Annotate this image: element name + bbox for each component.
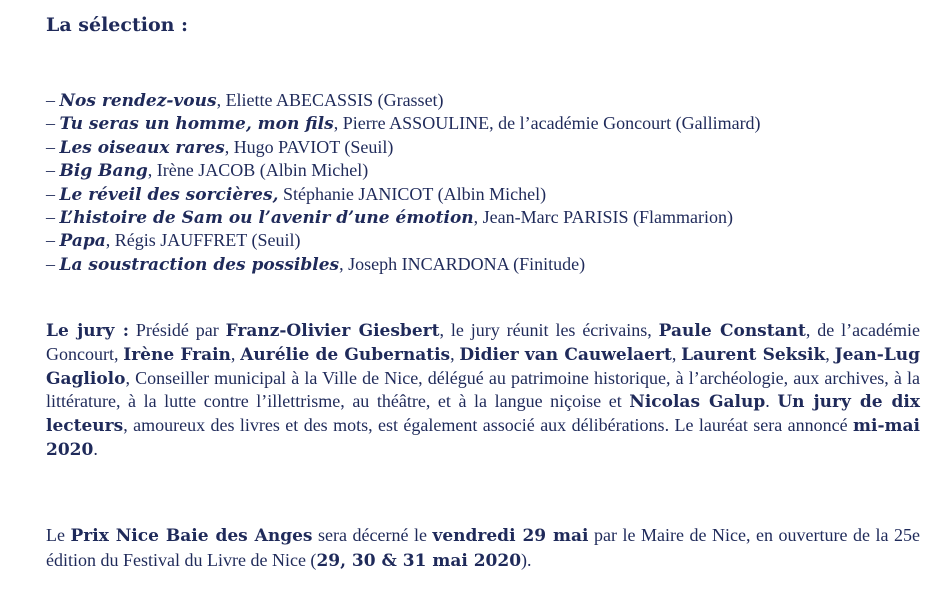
jury-text: .	[93, 438, 98, 459]
jury-label: Le jury :	[46, 321, 129, 341]
jury-text: .	[765, 391, 778, 412]
prize-text: sera décerné le	[312, 525, 433, 545]
ceremony-date: vendredi 29 mai	[432, 526, 589, 546]
list-dash: –	[46, 253, 60, 274]
festival-dates: 29, 30 & 31 mai 2020	[316, 550, 522, 571]
book-title: Le réveil des sorcières,	[59, 184, 279, 205]
list-item	[46, 229, 916, 252]
list-item	[46, 112, 916, 135]
list-item	[46, 159, 916, 182]
selection-list	[46, 89, 916, 276]
jury-member: Nicolas Galup	[629, 392, 766, 413]
list-dash: –	[46, 207, 60, 228]
book-author-publisher: , Hugo PAVIOT (Seuil)	[224, 136, 394, 157]
book-author-publisher: Stéphanie JANICOT (Albin Michel)	[278, 183, 547, 204]
jury-text: , amoureux des livres et des mots, est également associé aux délibérations. Le lauréat sera annoncé	[123, 415, 854, 436]
list-item	[46, 183, 916, 206]
book-title: Nos rendez-vous	[59, 91, 217, 111]
book-title: Les oiseaux rares	[59, 137, 225, 158]
list-item	[46, 89, 916, 112]
jury-text: , de l’académie Goncourt,	[46, 320, 921, 364]
announcement-date: mi-mai 2020	[46, 416, 920, 460]
book-title: Papa	[59, 231, 106, 252]
prize-text: ).	[521, 549, 532, 570]
list-dash: –	[46, 183, 60, 204]
book-title: La soustraction des possibles	[59, 254, 340, 275]
jury-text: ,	[671, 343, 682, 364]
jury-paragraph	[46, 319, 920, 462]
prize-text: Le	[46, 525, 71, 545]
book-author-publisher: , Eliette ABECASSIS (Grasset)	[216, 90, 444, 110]
book-author-publisher: , Irène JACOB (Albin Michel)	[147, 160, 369, 181]
list-item	[46, 253, 916, 276]
jury-member: Aurélie de Gubernatis	[240, 344, 451, 365]
jury-text: , le jury réunit les écrivains,	[439, 320, 659, 340]
jury-text: ,	[230, 343, 241, 364]
jury-member: Irène Frain	[123, 344, 231, 365]
book-title: L’histoire de Sam ou l’avenir d’une émotion	[59, 208, 474, 229]
book-author-publisher: , Joseph INCARDONA (Finitude)	[339, 253, 586, 274]
prize-name: Prix Nice Baie des Anges	[70, 526, 313, 546]
jury-text: Présidé par	[129, 320, 226, 340]
list-dash: –	[46, 90, 60, 110]
list-dash: –	[46, 160, 60, 181]
selection-heading: La sélection :	[46, 14, 189, 36]
book-author-publisher: , Pierre ASSOULINE, de l’académie Goncourt (Gallimard)	[333, 113, 761, 134]
list-dash: –	[46, 136, 60, 157]
book-title: Big Bang	[59, 161, 148, 182]
jury-readers: Un jury de dix lecteurs	[46, 392, 921, 437]
prize-text: par le Maire de Nice, en ouverture de la 25e édition du Festival du Livre de Nice (	[46, 525, 920, 570]
book-author-publisher: , Jean-Marc PARISIS (Flammarion)	[473, 207, 733, 228]
jury-member: Didier van Cauwelaert	[459, 344, 672, 365]
jury-text: ,	[825, 343, 835, 364]
jury-text: ,	[450, 343, 460, 364]
jury-member: Jean-Lug Gagliolo	[46, 344, 921, 389]
book-title: Tu seras un homme, mon fils	[59, 114, 334, 135]
list-dash: –	[46, 230, 60, 251]
book-author-publisher: , Régis JAUFFRET (Seuil)	[105, 230, 301, 251]
jury-text: , Conseiller municipal à la Ville de Nice, délégué au patrimoine historique, à l’archéologie, aux archives, à la littérature, à la lutte contre l’illettrisme, au théâtre, et à la langue niçoise et	[46, 367, 920, 412]
jury-member: Paule Constant	[658, 321, 806, 341]
jury-member: Laurent Seksik	[681, 344, 826, 365]
prize-paragraph	[46, 524, 920, 573]
jury-president: Franz-Olivier Giesbert	[225, 321, 440, 341]
list-item	[46, 136, 916, 159]
list-item	[46, 206, 916, 229]
list-dash: –	[46, 113, 60, 134]
